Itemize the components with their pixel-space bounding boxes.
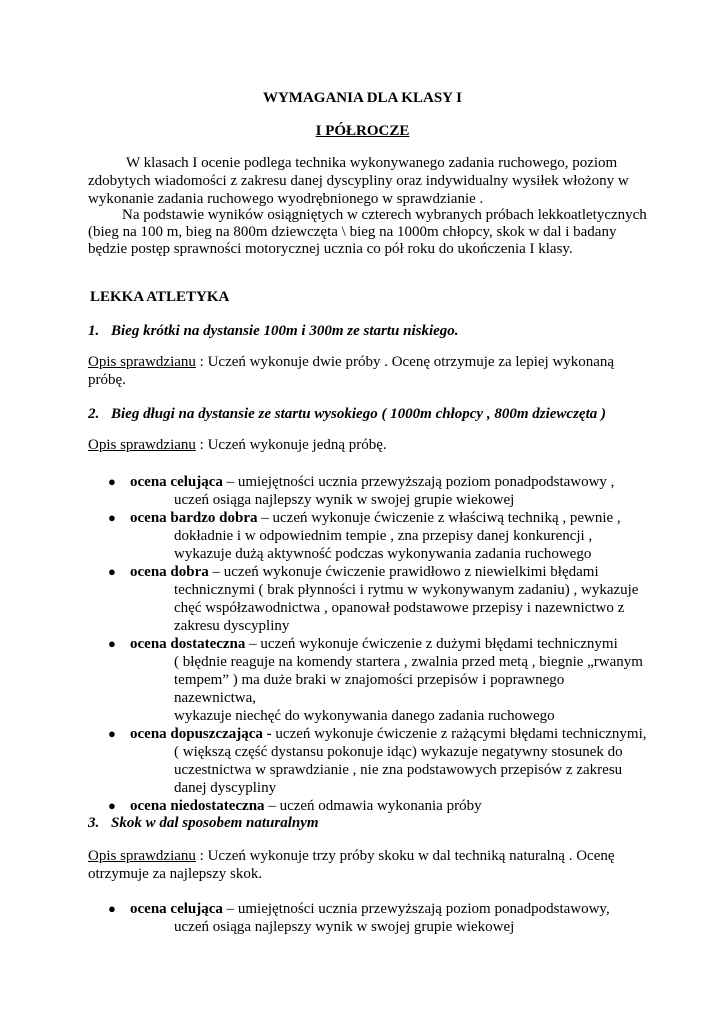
item-3-grades [88,900,648,936]
grade-item: ● ocena dopuszczająca - uczeń wykonuje ćwiczenie z rażącymi błędami technicznymi, ( większą część dystansu pokonuje idąc) wykazuje negatywny stosunek do uczestnictwa w sprawdzianie , nie zna podstawowych przepisów z zakresu danej dyscypliny [108,726,647,796]
section-heading: LEKKA ATLETYKA [90,289,230,305]
bullet-icon: ● [108,564,116,579]
bullet-icon: ● [108,636,116,651]
item-3-title: 3. Skok w dal sposobem naturalnym [88,815,319,831]
bullet-icon: ● [108,726,116,741]
page-subtitle: I PÓŁROCZE [315,123,410,139]
grade-item: ● ocena niedostateczna – uczeń odmawia wykonania próby [108,798,482,814]
item-2-description: Opis sprawdzianu : Uczeń wykonuje jedną próbę. [88,437,387,453]
page-title: WYMAGANIA DLA KLASY I [262,90,463,106]
item-1-description: Opis sprawdzianu : Uczeń wykonuje dwie próby . Ocenę otrzymuje za lepiej wykonaną próbę. [88,354,615,388]
intro-p1-line3: wykonanie zadania ruchowego wyodrębnionego w sprawdzianie . [88,191,484,207]
grade-item: ● ocena dobra – uczeń wykonuje ćwiczenie prawidłowo z niewielkimi błędami technicznymi ( brak płynności i rytmu w wykonywanym zadaniu) , wykazuje chęć współzawodnictwa , opanował podstawowe przepisy i nazewnictwo z zakresu dyscypliny [108,564,639,634]
intro-p2-line2: (bieg na 100 m, bieg na 800m dziewczęta \ bieg na 1000m chłopcy, skok w dal i badany [88,224,617,240]
intro-p1-line2: zdobytych wiadomości z zakresu danej dyscypliny oraz indywidualny wysiłek włożony w [88,173,629,189]
intro-p1-line1: W klasach I ocenie podlega technika wykonywanego zadania ruchowego, poziom [126,155,618,171]
grade-item: ● ocena celująca – umiejętności ucznia przewyższają poziom ponadpodstawowy , uczeń osiąga najlepszy wynik w swojej grupie wiekowej [108,474,615,508]
item-2-title: 2. Bieg długi na dystansie ze startu wysokiego ( 1000m chłopcy , 800m dziewczęta ) [88,406,606,422]
bullet-icon: ● [108,474,116,489]
item-1-title: 1. Bieg krótki na dystansie 100m i 300m ze startu niskiego. [88,323,459,339]
bullet-icon: ● [108,798,116,813]
grade-item: ● ocena bardzo dobra – uczeń wykonuje ćwiczenie z właściwą techniką , pewnie , dokładnie i w odpowiednim tempie , zna przepisy danej konkurencji , wykazuje dużą aktywność podczas wykonywania zadania ruchowego [108,510,621,562]
grade-item: ● ocena celująca – umiejętności ucznia przewyższają poziom ponadpodstawowy, uczeń osiąga najlepszy wynik w swojej grupie wiekowej [108,901,610,935]
grade-item: ● ocena dostateczna – uczeń wykonuje ćwiczenie z dużymi błędami technicznymi ( błędnie reaguje na komendy startera , zwalnia przed metą , biegnie „rwanym tempem” ) ma duże braki w znajomości przepisów i poprawnego nazewnictwa, wykazuje niechęć do wykonywania danego zadania ruchowego [108,636,643,724]
intro-p2-line3: będzie postęp sprawności motorycznej ucznia co pół roku do ukończenia I klasy. [88,241,573,257]
intro-p2-line1: Na podstawie wyników osiągniętych w czterech wybranych próbach lekkoatletycznych [122,207,647,223]
item-2-grades [88,473,648,815]
bullet-icon: ● [108,510,116,525]
bullet-icon: ● [108,901,116,916]
item-3-description: Opis sprawdzianu : Uczeń wykonuje trzy próby skoku w dal techniką naturalną . Ocenę otrzymuje za najlepszy skok. [88,848,615,882]
